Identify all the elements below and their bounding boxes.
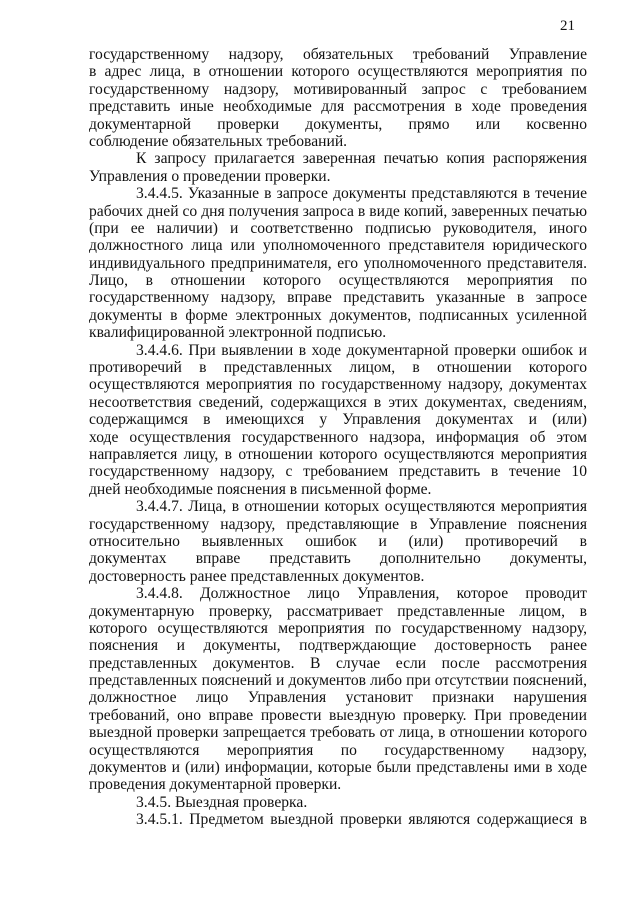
text-line: в адрес лица, в отношении которого осуществляются мероприятия по bbox=[89, 63, 587, 81]
text-line: государственному надзору, с требованием представить в течение 10 bbox=[89, 463, 587, 481]
text-line: документарной проверки документы, прямо или косвенно bbox=[89, 115, 587, 133]
text-line: 3.4.5.1. Предметом выездной проверки являются содержащиеся в bbox=[136, 811, 587, 829]
text-line: документов и (или) информации, которые были представлены ими в ходе bbox=[89, 759, 587, 777]
text-line: государственному надзору, мотивированный запрос с требованием bbox=[89, 80, 587, 98]
text-line: квалифицированной электронной подписью. bbox=[89, 324, 387, 342]
text-line: относительно выявленных ошибок и (или) противоречий в bbox=[89, 532, 587, 550]
text-line: 3.4.5. Выездная проверка. bbox=[136, 793, 308, 811]
text-line: должностного лица или уполномоченного представителя юридического bbox=[89, 237, 587, 255]
text-line: пояснения и документы, подтверждающие достоверность ранее bbox=[89, 637, 587, 655]
text-line: государственному надзору, вправе представить указанные в запросе bbox=[89, 289, 587, 307]
text-line: требований, оно вправе провести выездную проверку. При проведении bbox=[89, 706, 587, 724]
text-line: документах вправе представить дополнительно документы, bbox=[89, 550, 587, 568]
text-line: соблюдение обязательных требований. bbox=[89, 132, 348, 150]
page-number: 21 bbox=[560, 18, 575, 34]
text-line: 3.4.4.5. Указанные в запросе документы представляются в течение bbox=[136, 185, 587, 203]
text-line: государственному надзору, обязательных требований Управление bbox=[89, 46, 587, 63]
text-line: достоверность ранее представленных документов. bbox=[89, 567, 425, 585]
text-line: государственному надзору, представляющие в Управление пояснения bbox=[89, 515, 587, 533]
text-line: Управления о проведении проверки. bbox=[89, 167, 331, 185]
text-line: ходе осуществления государственного надзора, информация об этом bbox=[89, 428, 587, 446]
text-line: 3.4.4.6. При выявлении в ходе документарной проверки ошибок и bbox=[136, 341, 587, 359]
text-line: документарную проверку, рассматривает представленные лицом, в bbox=[89, 602, 587, 620]
text-line: 3.4.4.7. Лица, в отношении которых осуществляются мероприятия bbox=[136, 498, 587, 516]
text-line: которого осуществляются мероприятия по государственному надзору, bbox=[89, 619, 587, 637]
text-line: несоответствия сведений, содержащихся в этих документах, сведениям, bbox=[89, 393, 587, 411]
text-line: документы в форме электронных документов, подписанных усиленной bbox=[89, 306, 587, 324]
document-body bbox=[89, 46, 587, 829]
text-line: противоречий в представленных лицом, в отношении которого bbox=[89, 359, 587, 377]
text-line: представить иные необходимые для рассмотрения в ходе проведения bbox=[89, 98, 587, 116]
text-line: осуществляются мероприятия по государственному надзору, bbox=[89, 741, 587, 759]
text-line: К запросу прилагается заверенная печатью копия распоряжения bbox=[136, 150, 587, 168]
text-line: 3.4.4.8. Должностное лицо Управления, которое проводит bbox=[136, 585, 587, 603]
text-line: содержащимся в имеющихся у Управления документах и (или) bbox=[89, 411, 587, 429]
text-line: индивидуального предпринимателя, его уполномоченного представителя. bbox=[89, 254, 587, 272]
text-line: Лицо, в отношении которого осуществляются мероприятия по bbox=[89, 272, 587, 290]
text-line: представленных пояснений и документов либо при отсутствии пояснений, bbox=[89, 672, 587, 690]
text-line: направляется лицу, в отношении которого осуществляются мероприятия bbox=[89, 445, 587, 463]
text-line: проведения документарной проверки. bbox=[89, 776, 342, 794]
text-line: представленных документов. В случае если после рассмотрения bbox=[89, 654, 587, 672]
text-line: должностное лицо Управления установит признаки нарушения bbox=[89, 689, 587, 707]
text-line: осуществляются мероприятия по государственному надзору, документах bbox=[89, 376, 587, 394]
text-line: выездной проверки запрещается требовать от лица, в отношении которого bbox=[89, 724, 587, 742]
text-line: (при ее наличии) и соответственно подписью руководителя, иного bbox=[89, 219, 587, 237]
text-line: рабочих дней со дня получения запроса в виде копий, заверенных печатью bbox=[89, 202, 587, 220]
text-line: дней необходимые пояснения в письменной форме. bbox=[89, 480, 432, 498]
